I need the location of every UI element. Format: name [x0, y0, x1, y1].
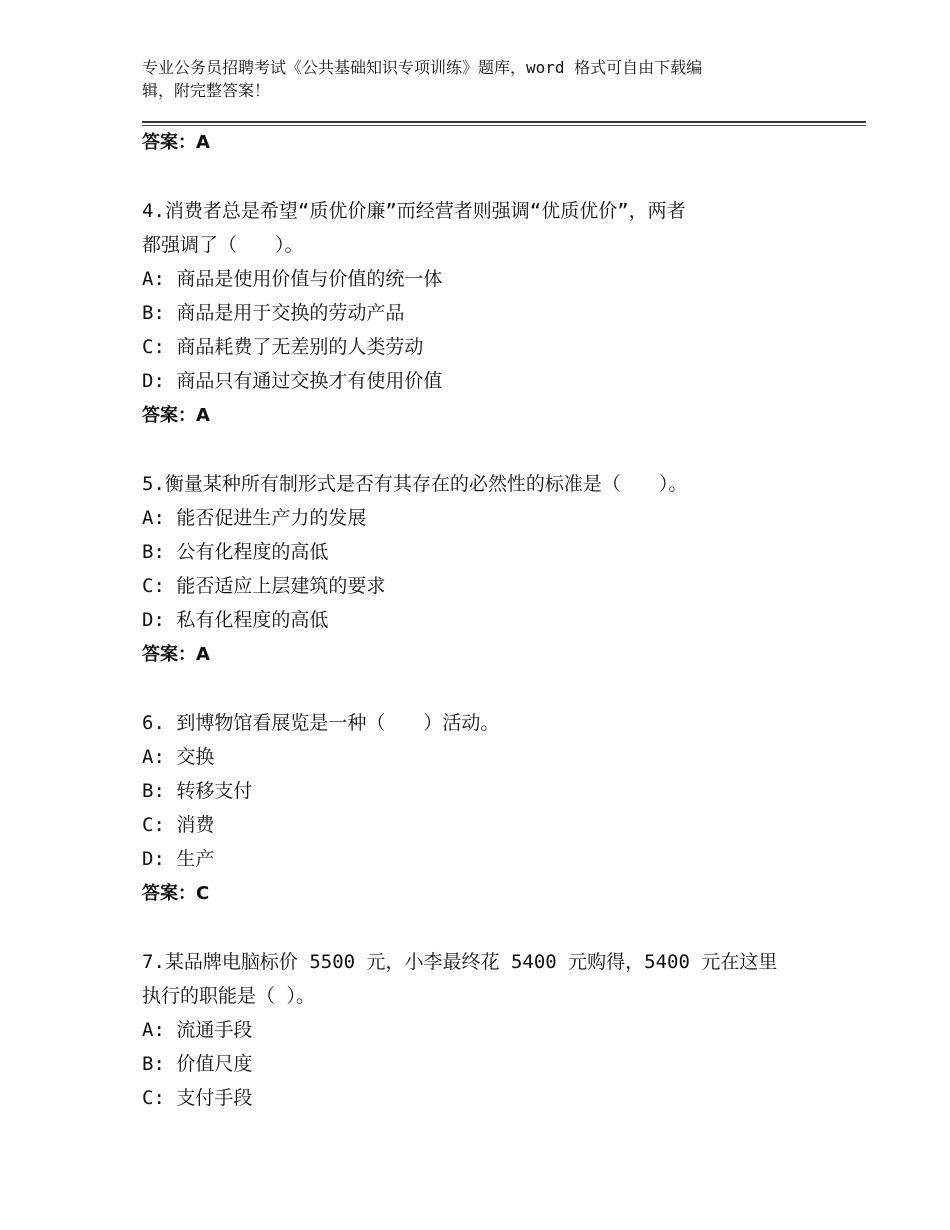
document-header [142, 56, 802, 102]
question-7-option-a: A: 流通手段 [142, 1019, 253, 1041]
question-5-option-d: D: 私有化程度的高低 [142, 609, 329, 631]
question-5-text: 5.衡量某种所有制形式是否有其存在的必然性的标准是（ ）。 [142, 473, 688, 495]
answer-label: 答案：A [142, 132, 210, 153]
question-7-text-line-1: 7.某品牌电脑标价 5500 元，小李最终花 5400 元购得，5400 元在这里 [142, 951, 778, 973]
question-4-text-line-2: 都强调了（ ）。 [142, 234, 304, 256]
question-5-option-a: A: 能否促进生产力的发展 [142, 507, 367, 529]
question-5-option-b: B: 公有化程度的高低 [142, 541, 329, 563]
question-7-option-c: C: 支付手段 [142, 1087, 253, 1109]
header-line-2: 辑，附完整答案！ [142, 81, 271, 100]
question-4-option-d: D: 商品只有通过交换才有使用价值 [142, 370, 443, 392]
header-line-1: 专业公务员招聘考试《公共基础知识专项训练》题库，word 格式可自由下载编 [142, 58, 703, 77]
question-4-text-line-1: 4.消费者总是希望“质优价廉”而经营者则强调“优质优价”，两者 [142, 200, 686, 222]
question-4-option-c: C: 商品耗费了无差别的人类劳动 [142, 336, 424, 358]
question-6-text: 6. 到博物馆看展览是一种（ ）活动。 [142, 712, 500, 734]
question-4-answer: 答案：A [142, 405, 210, 426]
question-6-option-b: B: 转移支付 [142, 780, 253, 802]
question-5-option-c: C: 能否适应上层建筑的要求 [142, 575, 386, 597]
question-6-option-a: A: 交换 [142, 746, 215, 768]
question-4-option-a: A: 商品是使用价值与价值的统一体 [142, 268, 443, 290]
question-4-option-b: B: 商品是用于交换的劳动产品 [142, 302, 405, 324]
question-7-text-line-2: 执行的职能是（ ）。 [142, 985, 315, 1007]
question-7-option-b: B: 价值尺度 [142, 1053, 253, 1075]
question-6-option-c: C: 消费 [142, 814, 215, 836]
question-6-answer: 答案：C [142, 883, 210, 904]
header-divider-thick [142, 121, 866, 123]
header-divider-thin [142, 125, 866, 126]
question-6-option-d: D: 生产 [142, 848, 215, 870]
question-5-answer: 答案：A [142, 644, 210, 665]
